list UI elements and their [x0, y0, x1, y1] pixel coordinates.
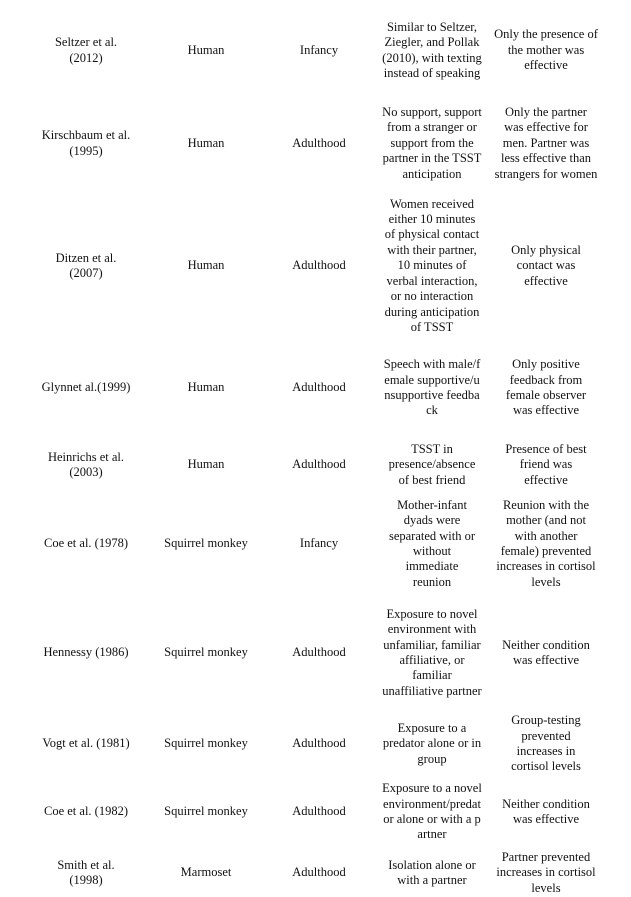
species-cell: Squirrel monkey [164, 645, 248, 660]
result-cell: Only physical contact was effective [511, 242, 581, 288]
table-row [0, 434, 631, 496]
study-cell: Glynnet al.(1999) [41, 380, 131, 395]
species-cell: Marmoset [180, 865, 232, 880]
stage-cell: Adulthood [292, 135, 346, 150]
result-cell: Only the presence of the mother was effective [494, 27, 598, 73]
result-cell: Group-testing prevented increases in cortisol levels [511, 713, 581, 774]
manipulation-cell: No support, support from a stranger or support from the partner in the TSST anticipation [382, 104, 482, 181]
species-cell: Squirrel monkey [164, 804, 248, 819]
result-cell: Only the partner was effective for men. Partner was less effective than strangers for women [494, 104, 598, 181]
stage-cell: Infancy [299, 536, 339, 551]
manipulation-cell: Speech with male/female supportive/unsupportive feedback [383, 357, 481, 418]
manipulation-cell: Mother-infant dyads were separated with or without immediate reunion [388, 497, 476, 589]
result-cell: Partner prevented increases in cortisol levels [496, 849, 596, 895]
study-cell: Ditzen et al. (2007) [55, 250, 117, 280]
result-cell: Only positive feedback from female observer was effective [505, 357, 587, 418]
study-cell: Seltzer et al.(2012) [54, 35, 118, 65]
table-row [0, 190, 631, 342]
study-cell: Vogt et al. (1981) [42, 736, 130, 751]
manipulation-cell: Similar to Seltzer, Ziegler, and Pollak (2010), with texting instead of speaking [382, 19, 482, 80]
result-cell: Neither condition was effective [502, 796, 590, 826]
table-row [0, 850, 631, 896]
species-cell: Squirrel monkey [164, 536, 248, 551]
result-cell: Reunion with the mother (and not with another female) prevented increases in cortisol levels [496, 497, 596, 589]
result-cell: Neither condition was effective [502, 637, 590, 667]
study-cell: Coe et al. (1978) [43, 536, 128, 551]
table-row [0, 97, 631, 190]
manipulation-cell: Exposure to a predator alone or in group [382, 720, 482, 766]
result-cell: Presence of best friend was effective [505, 441, 587, 487]
table-row [0, 592, 631, 714]
table-row [0, 342, 631, 434]
species-cell: Human [187, 380, 225, 395]
stage-cell: Adulthood [292, 457, 346, 472]
manipulation-cell: Isolation alone or with a partner [388, 857, 476, 887]
stage-cell: Adulthood [292, 804, 346, 819]
stage-cell: Infancy [299, 42, 339, 57]
table-row [0, 714, 631, 774]
manipulation-cell: Exposure to a novel environment/predator alone or with a partner [382, 781, 482, 842]
manipulation-cell: TSST in presence/absence of best friend [388, 441, 476, 487]
stage-cell: Adulthood [292, 380, 346, 395]
stage-cell: Adulthood [292, 258, 346, 273]
stage-cell: Adulthood [292, 736, 346, 751]
stage-cell: Adulthood [292, 865, 346, 880]
study-cell: Kirschbaum et al. (1995) [41, 128, 131, 158]
manipulation-cell: Exposure to novel environment with unfamiliar, familiar affiliative, or familiar unaffiliative partner [382, 606, 482, 698]
study-cell: Smith et al. (1998) [57, 857, 115, 887]
table-row [0, 4, 631, 97]
species-cell: Human [187, 42, 225, 57]
table-row [0, 496, 631, 592]
species-cell: Human [187, 258, 225, 273]
species-cell: Human [187, 135, 225, 150]
study-cell: Heinrichs et al. (2003) [47, 449, 124, 479]
manipulation-cell: Women received either 10 minutes of physical contact with their partner, 10 minutes of verbal interaction, or no interaction during anticipation of TSST [384, 196, 480, 334]
study-cell: Coe et al. (1982) [43, 804, 128, 819]
study-cell: Hennessy (1986) [43, 645, 129, 660]
species-cell: Human [187, 457, 225, 472]
table-row [0, 774, 631, 850]
stage-cell: Adulthood [292, 645, 346, 660]
species-cell: Squirrel monkey [164, 736, 248, 751]
